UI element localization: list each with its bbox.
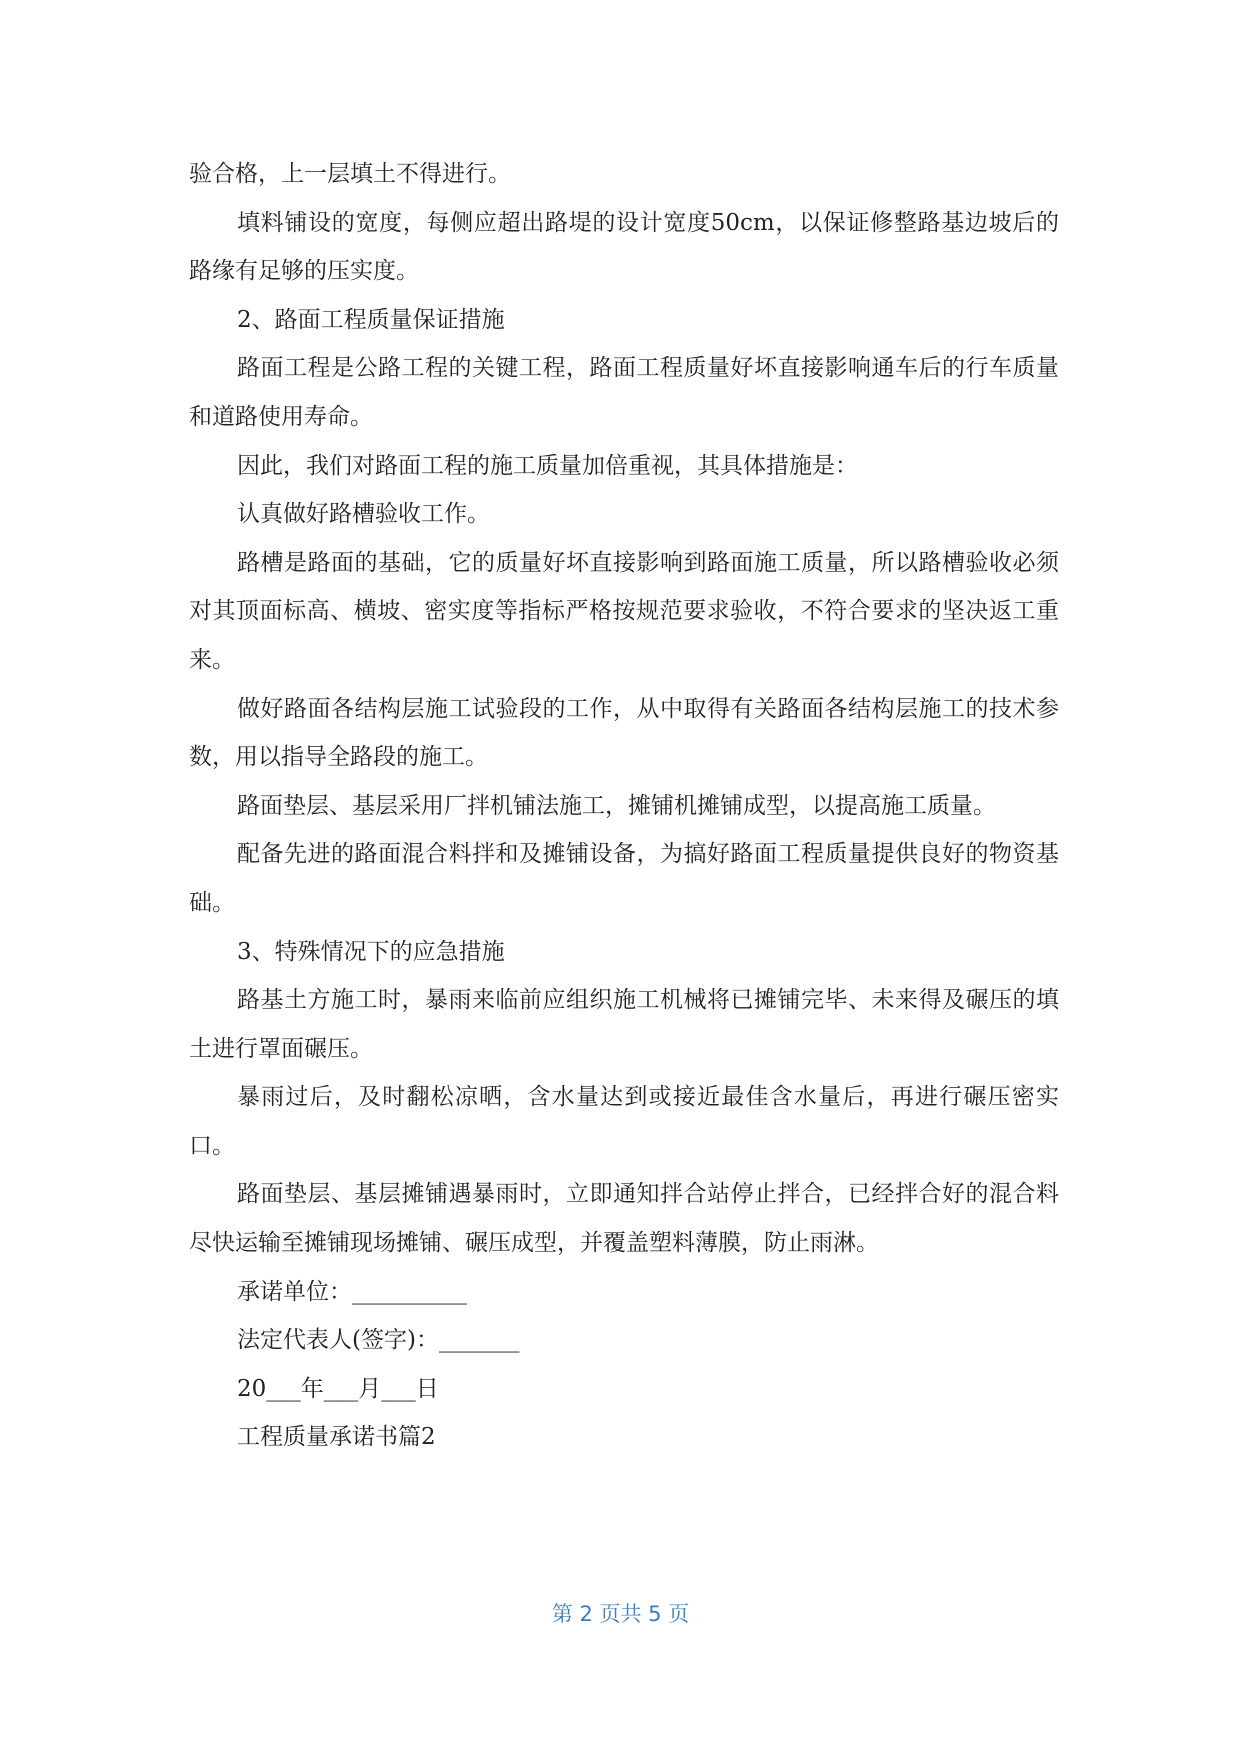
signature-unit-line: 承诺单位：__________	[237, 1278, 467, 1305]
paragraph: 验合格，上一层填土不得进行。	[189, 161, 511, 187]
section-heading: 2、路面工程质量保证措施	[237, 306, 505, 333]
paragraph: 路面垫层、基层摊铺遇暴雨时，立即通知拌合站停止拌合，已经拌合好的混合料尽快运输至摊铺现场摊铺、碾压成型，并覆盖塑料薄膜，防止雨淋。	[189, 1181, 1059, 1257]
next-section-title: 工程质量承诺书篇2	[237, 1424, 436, 1451]
paragraph: 做好路面各结构层施工试验段的工作，从中取得有关路面各结构层施工的技术参数，用以指导全路段的施工。	[189, 695, 1059, 771]
paragraph: 配备先进的路面混合料拌和及摊铺设备，为搞好路面工程质量提供良好的物资基础。	[189, 841, 1059, 916]
section-heading: 3、特殊情况下的应急措施	[237, 938, 505, 965]
signature-representative-line: 法定代表人(签字)：_______	[237, 1327, 520, 1354]
paragraph: 因此，我们对路面工程的施工质量加倍重视，其具体措施是：	[237, 452, 858, 479]
paragraph: 暴雨过后，及时翻松凉晒，含水量达到或接近最佳含水量后，再进行碾压密实口。	[189, 1084, 1059, 1159]
date-line: 20___年___月___日	[237, 1375, 439, 1402]
paragraph: 填料铺设的宽度，每侧应超出路堤的设计宽度50cm，以保证修整路基边坡后的路缘有足够的压实度。	[189, 209, 1059, 285]
document-body	[189, 150, 1059, 1462]
paragraph: 路面工程是公路工程的关键工程，路面工程质量好坏直接影响通车后的行车质量和道路使用寿命。	[189, 355, 1059, 430]
paragraph: 路基土方施工时，暴雨来临前应组织施工机械将已摊铺完毕、未来得及碾压的填土进行罩面碾压。	[189, 987, 1059, 1062]
paragraph: 路槽是路面的基础，它的质量好坏直接影响到路面施工质量，所以路槽验收必须对其顶面标高、横坡、密实度等指标严格按规范要求验收，不符合要求的坚决返工重来。	[189, 549, 1059, 673]
paragraph: 路面垫层、基层采用厂拌机铺法施工，摊铺机摊铺成型，以提高施工质量。	[237, 792, 996, 819]
paragraph: 认真做好路槽验收工作。	[237, 501, 490, 528]
page-number-footer: 第 2 页共 5 页	[551, 1602, 690, 1626]
